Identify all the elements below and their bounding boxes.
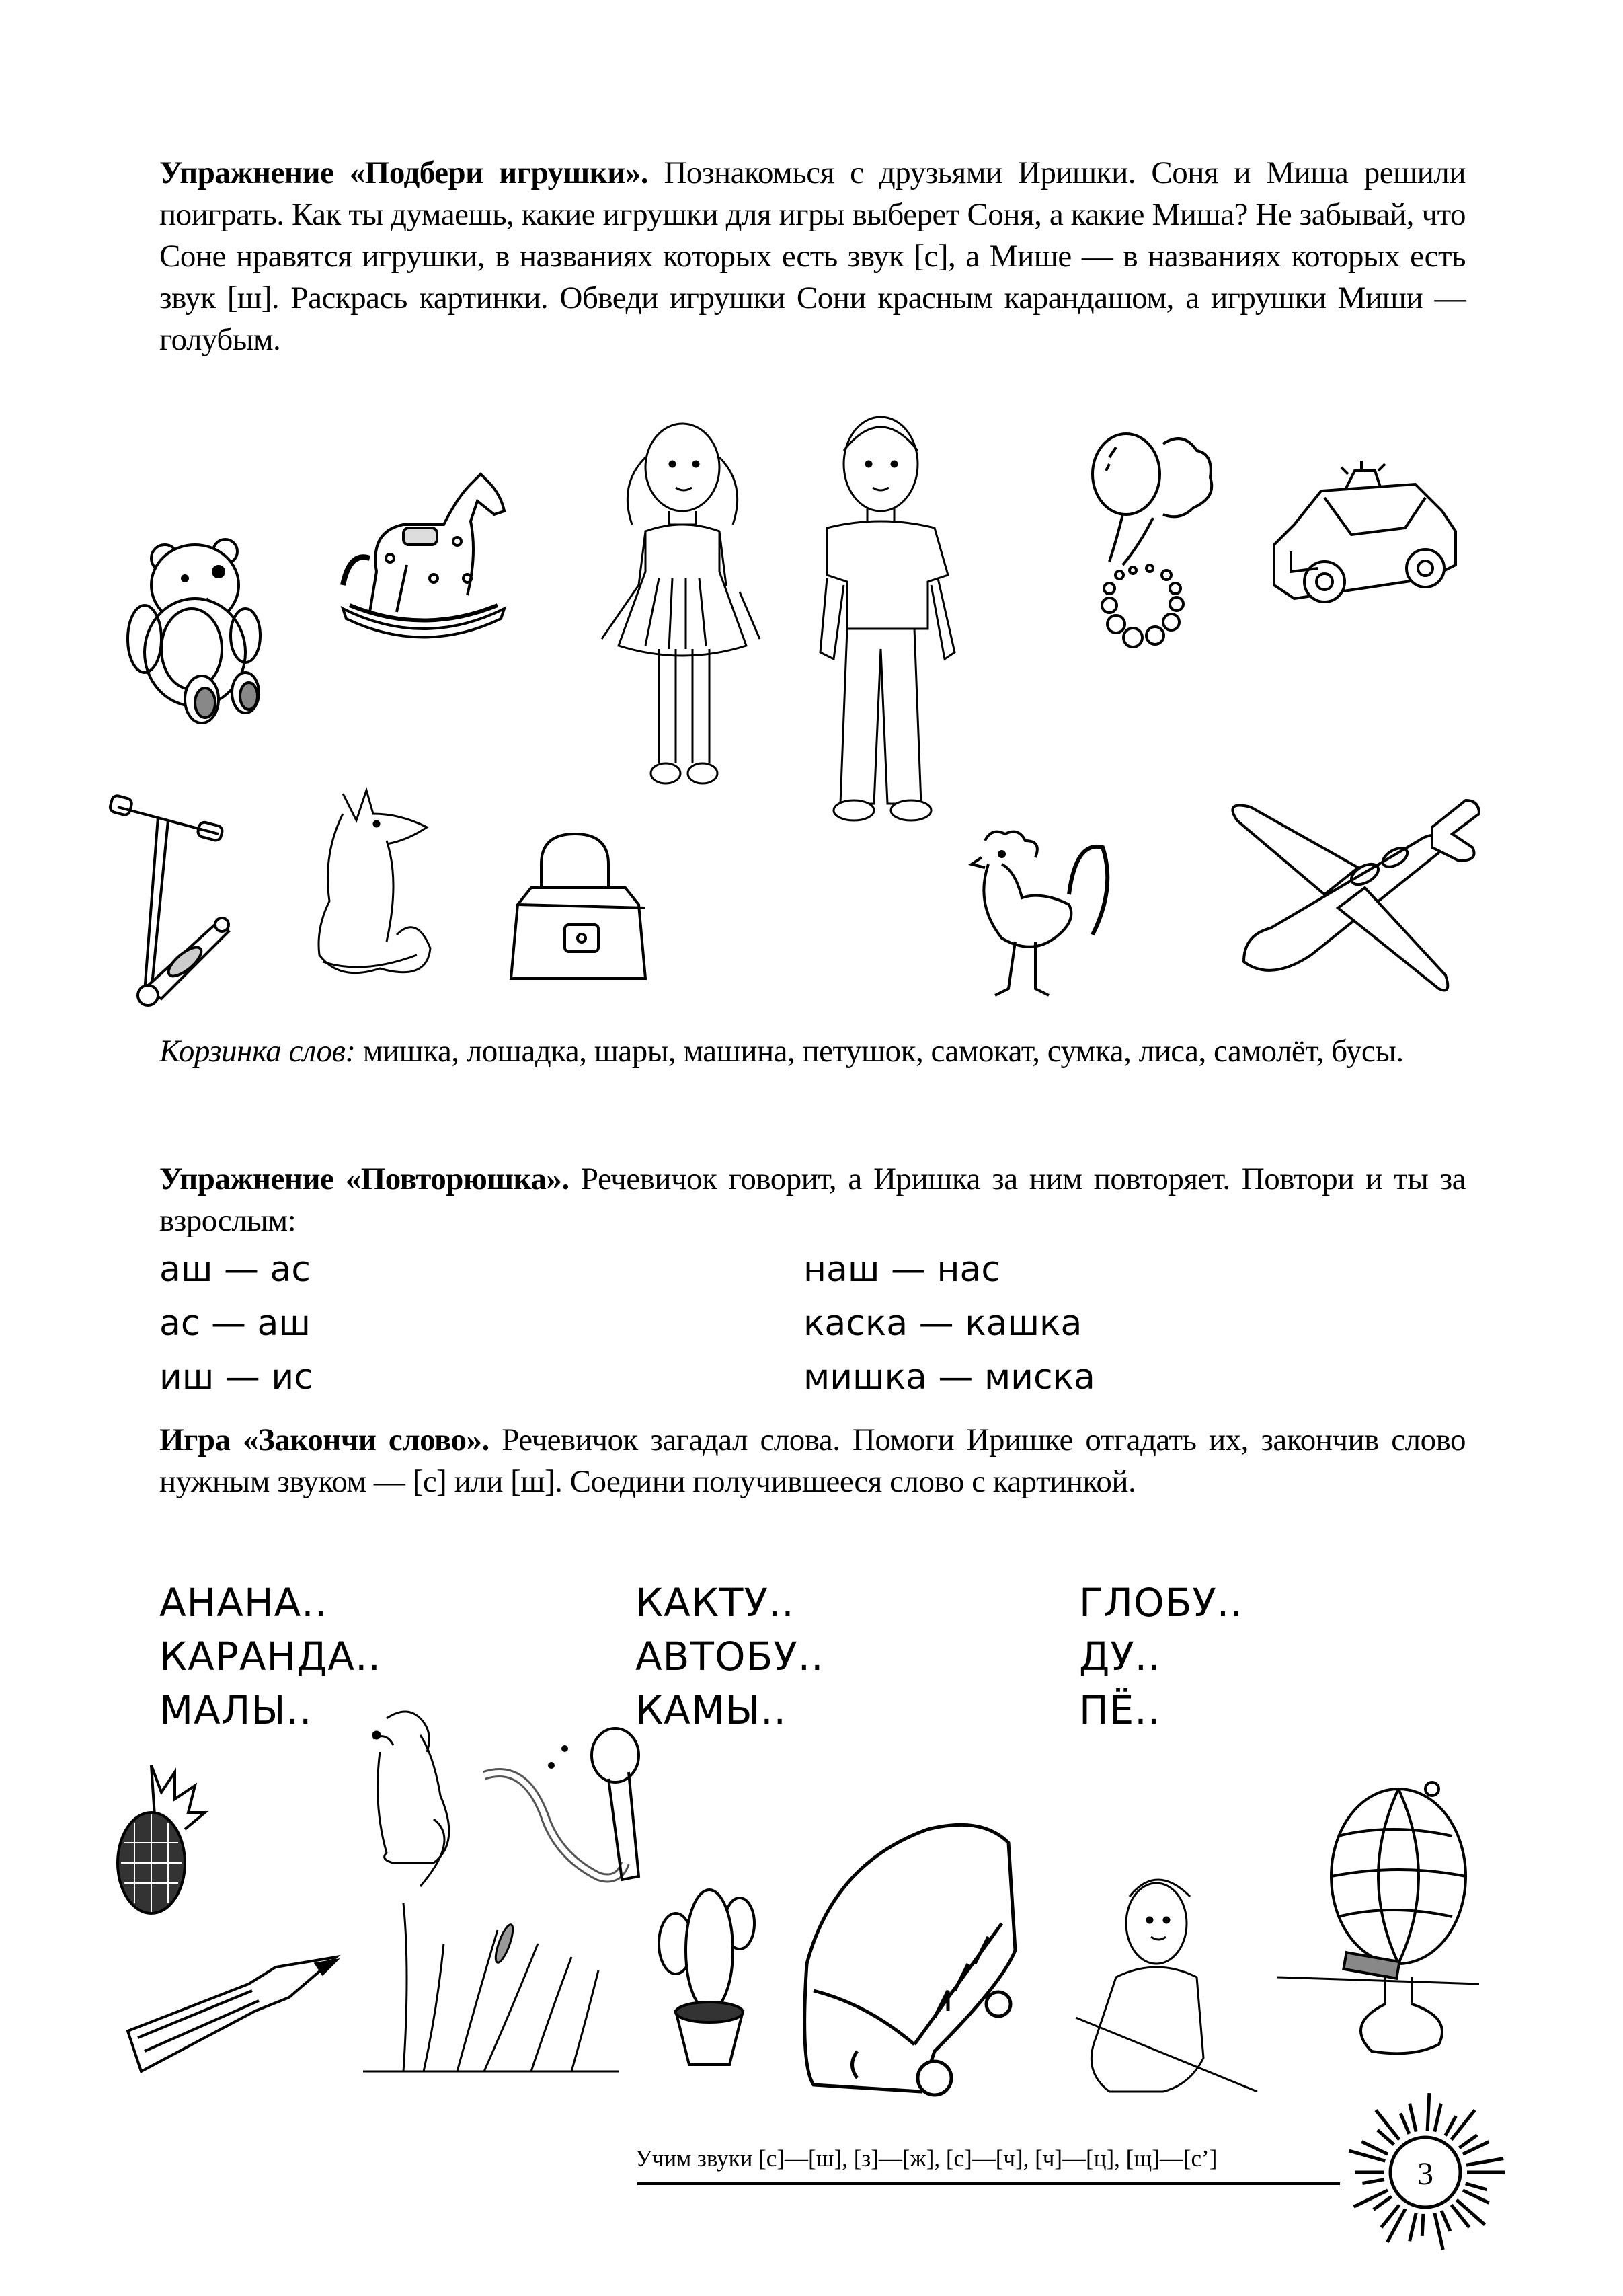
- pair-left-3: иш — ис: [159, 1357, 313, 1398]
- sun-ray: [1466, 2159, 1503, 2166]
- sun-ray: [1362, 2180, 1384, 2184]
- game-text: Речевичок загадал слова. Помоги Иришке отгадать их, закончив слово нужным звуком — [с] или [ш]. Соедини получившееся слово с картинкой.: [159, 1422, 1466, 1499]
- beads-image: [1096, 565, 1190, 646]
- pair-left-2: ас — аш: [159, 1303, 311, 1344]
- pair-right-3: мишка — миска: [803, 1357, 1095, 1398]
- footer-text: Учим звуки [с]—[ш], [з]—[ж], [с]—[ч], [ч]—[ц], [щ]—[с’]: [635, 2145, 1218, 2172]
- word-kaktus: КАКТУ..: [635, 1580, 795, 1625]
- sun-ray: [1400, 2113, 1409, 2133]
- boy-misha-image: [787, 404, 975, 834]
- exercise-title: Упражнение «Повторюшка».: [159, 1161, 569, 1196]
- word-basket-label: Корзинка слов:: [159, 1034, 356, 1069]
- sun-ray: [1410, 2213, 1417, 2241]
- pineapple-image: [114, 1762, 208, 1917]
- sun-ray: [1441, 2211, 1450, 2231]
- pencil-image: [121, 1957, 343, 2071]
- scooter-image: [111, 794, 245, 1016]
- sun-ray: [1427, 2093, 1429, 2131]
- word-pyos: ПЁ..: [1079, 1687, 1161, 1733]
- exercise-text: Речевичок говорит, а Иришка за ним повторяет. Повтори и ты за взрослым:: [159, 1161, 1466, 1238]
- word-malysh: МАЛЫ..: [159, 1687, 313, 1733]
- handbag-image: [504, 831, 645, 992]
- word-basket-words: мишка, лошадка, шары, машина, петушок, самокат, сумка, лиса, самолёт, бусы.: [355, 1034, 1404, 1069]
- rocking-horse-image: [323, 477, 524, 659]
- baby-image: [1076, 1870, 1298, 2098]
- sun-ray: [1349, 2151, 1385, 2161]
- balloons-image: [1089, 430, 1217, 565]
- sun-page-number-icon: [1338, 2092, 1513, 2266]
- fox-image: [303, 787, 450, 1009]
- pair-right-2: каска — кашка: [803, 1303, 1082, 1344]
- exercise-title: Упражнение «Подбери игрушки».: [159, 155, 649, 190]
- sun-ray: [1466, 2184, 1487, 2190]
- pair-left-1: аш — ас: [159, 1250, 311, 1290]
- rooster-image: [968, 827, 1116, 1009]
- sun-ray: [1463, 2190, 1489, 2203]
- game-title: Игра «Закончи слово».: [159, 1422, 489, 1457]
- word-avtobus: АВТОБУ..: [635, 1634, 824, 1679]
- girl-sonya-image: [578, 417, 780, 834]
- sun-ray: [1446, 2116, 1456, 2136]
- page-number: 3: [1417, 2156, 1433, 2192]
- sun-ray: [1410, 2104, 1417, 2132]
- word-ananas: АНАНА..: [159, 1580, 328, 1625]
- sun-ray: [1435, 2213, 1443, 2250]
- reeds-image: [363, 1903, 619, 2078]
- word-kamysh: КАМЫ..: [635, 1687, 787, 1733]
- word-globus: ГЛОБУ..: [1079, 1580, 1243, 1625]
- bus-image: [793, 1816, 1049, 2098]
- footer-divider: [637, 2182, 1340, 2185]
- sun-ray: [1435, 2104, 1441, 2132]
- cactus-image: [639, 1897, 773, 2071]
- exercise-podberi-igrushki: [159, 152, 1466, 360]
- toy-car-image: [1264, 457, 1472, 612]
- sun-ray: [1361, 2141, 1388, 2154]
- sun-ray: [1374, 2196, 1392, 2209]
- teddy-bear-image: [124, 531, 286, 733]
- sun-ray: [1376, 2110, 1399, 2140]
- word-basket: [159, 1030, 1466, 1072]
- pair-right-1: наш — нас: [803, 1250, 1000, 1290]
- sun-ray: [1456, 2200, 1485, 2225]
- dog-image: [360, 1705, 474, 1893]
- exercise-text: Познакомься с друзьями Иришки. Соня и Миша решили поиграть. Как ты думаешь, какие игрушки для игры выберет Соня, а какие Миша? Не забывай, что Соне нравятся игрушки, в названиях которых есть звук [с], а Мише — в названиях которых есть звук [ш]. Раскрась картинки. Обведи игрушки Сони красным карандашом, а игрушки Миши — голубым.: [159, 155, 1466, 357]
- sun-ray: [1459, 2135, 1477, 2148]
- exercise-povtoryushka: [159, 1158, 1466, 1241]
- airplane-image: [1230, 794, 1479, 1002]
- word-dush: ДУ..: [1079, 1634, 1161, 1679]
- game-zakonchi-slovo: [159, 1419, 1466, 1502]
- sun-ray: [1422, 2214, 1423, 2236]
- globe-image: [1318, 1775, 1493, 2071]
- sun-ray: [1452, 2110, 1475, 2140]
- shower-head-image: [484, 1728, 666, 1897]
- word-karandash: КАРАНДА..: [159, 1634, 381, 1679]
